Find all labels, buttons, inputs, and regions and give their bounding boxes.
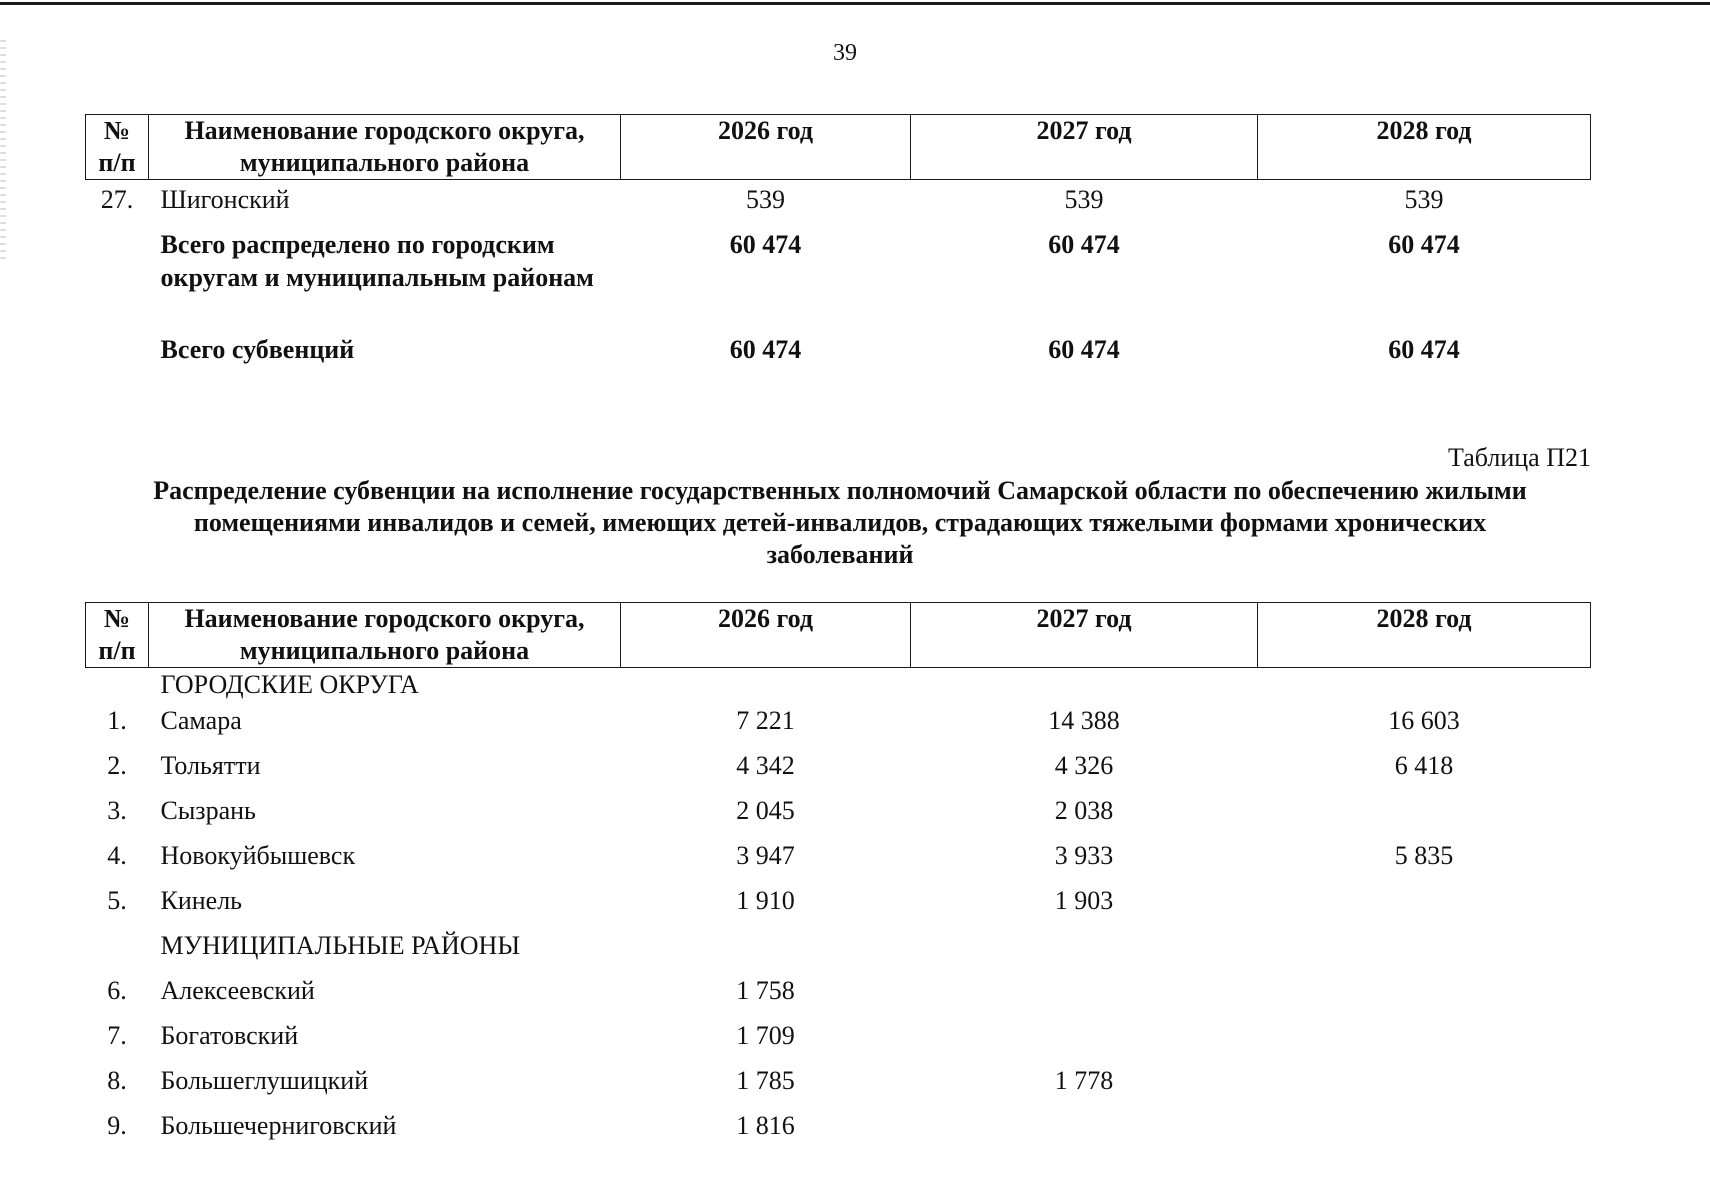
row-value-2027 bbox=[911, 971, 1258, 1016]
table-title: Распределение субвенции на исполнение государственных полномочий Самарской области по обеспечению жилыми помещениями инвалидов и семей, имеющих детей-инвалидов, страдающих тяжелыми формами хронических заболеваний bbox=[153, 476, 1527, 569]
table-header-row bbox=[86, 603, 1591, 668]
row-name: Богатовский bbox=[160, 1021, 299, 1050]
row-name: Самара bbox=[160, 706, 242, 735]
table-row bbox=[86, 791, 1591, 836]
total-distributed-2028: 60 474 bbox=[1388, 230, 1460, 259]
row-name: Кинель bbox=[160, 886, 243, 915]
header-2028: 2028 год bbox=[1258, 603, 1591, 668]
scan-edge-artifact bbox=[0, 40, 6, 260]
row-value-2028: 16 603 bbox=[1388, 706, 1460, 735]
row-num: 8. bbox=[107, 1066, 127, 1095]
table-row bbox=[86, 746, 1591, 791]
table-header-row bbox=[86, 115, 1591, 180]
header-num: № п/п bbox=[86, 115, 149, 180]
row-value-2026: 7 221 bbox=[736, 706, 795, 735]
row-value-2028 bbox=[1258, 1106, 1591, 1151]
header-2026: 2026 год bbox=[621, 115, 911, 180]
header-2027: 2027 год bbox=[911, 115, 1258, 180]
row-value-2028: 539 bbox=[1404, 185, 1444, 214]
row-value-2028 bbox=[1258, 1016, 1591, 1061]
row-num: 27. bbox=[100, 185, 134, 214]
total-2028: 60 474 bbox=[1388, 335, 1460, 364]
row-name: Большеглушицкий bbox=[160, 1066, 369, 1095]
row-value-2026: 1 758 bbox=[736, 976, 795, 1005]
table-row bbox=[86, 180, 1591, 226]
table-row bbox=[86, 1061, 1591, 1106]
row-name: Алексеевский bbox=[160, 976, 315, 1005]
row-value-2027: 539 bbox=[1064, 185, 1104, 214]
header-name: Наименование городского округа, муниципального района bbox=[149, 603, 621, 668]
row-value-2027: 3 933 bbox=[1054, 841, 1114, 870]
row-value-2026: 3 947 bbox=[736, 841, 795, 870]
row-value-2027: 4 326 bbox=[1054, 751, 1114, 780]
row-value-2026: 1 709 bbox=[736, 1021, 795, 1050]
row-num: 1. bbox=[107, 706, 127, 735]
row-value-2026: 1 816 bbox=[736, 1111, 795, 1140]
row-name: Тольятти bbox=[160, 751, 261, 780]
header-2027: 2027 год bbox=[911, 603, 1258, 668]
row-value-2028 bbox=[1258, 791, 1591, 836]
row-value-2026: 1 785 bbox=[736, 1066, 795, 1095]
total-row bbox=[86, 330, 1591, 375]
row-value-2027: 1 778 bbox=[1054, 1066, 1114, 1095]
row-num: 2. bbox=[107, 751, 127, 780]
row-value-2026: 2 045 bbox=[736, 796, 795, 825]
table-row bbox=[86, 701, 1591, 746]
top-border-line bbox=[0, 2, 1710, 5]
row-value-2026: 539 bbox=[746, 185, 785, 214]
row-value-2027 bbox=[911, 1106, 1258, 1151]
header-2028: 2028 год bbox=[1258, 115, 1591, 180]
table-row bbox=[86, 836, 1591, 881]
row-num: 3. bbox=[107, 796, 127, 825]
table-row bbox=[86, 881, 1591, 926]
row-value-2027: 1 903 bbox=[1054, 886, 1114, 915]
total-distributed-row bbox=[86, 225, 1591, 330]
table-subvention-continuation bbox=[85, 114, 1591, 375]
table-row bbox=[86, 1016, 1591, 1061]
row-num: 7. bbox=[107, 1021, 127, 1050]
total-label: Всего субвенций bbox=[160, 335, 355, 364]
header-name: Наименование городского округа, муниципального района bbox=[149, 115, 621, 180]
row-num: 5. bbox=[107, 886, 127, 915]
row-num: 4. bbox=[107, 841, 127, 870]
row-value-2028: 5 835 bbox=[1394, 841, 1454, 870]
row-value-2026: 1 910 bbox=[736, 886, 795, 915]
row-value-2028 bbox=[1258, 1061, 1591, 1106]
table-row bbox=[86, 971, 1591, 1016]
total-2027: 60 474 bbox=[1048, 335, 1120, 364]
table-row bbox=[86, 1106, 1591, 1151]
table-label: Таблица П21 bbox=[1448, 443, 1591, 472]
row-value-2028 bbox=[1258, 881, 1591, 926]
section-row bbox=[86, 668, 1591, 702]
row-value-2027: 14 388 bbox=[1048, 706, 1120, 735]
header-num: № п/п bbox=[86, 603, 149, 668]
section-municipal-districts: МУНИЦИПАЛЬНЫЕ РАЙОНЫ bbox=[160, 931, 520, 960]
section-row bbox=[86, 926, 1591, 971]
total-distributed-label: Всего распределено по городским округам и муниципальным районам bbox=[160, 230, 594, 292]
total-2026: 60 474 bbox=[729, 335, 802, 364]
total-distributed-2026: 60 474 bbox=[729, 230, 802, 259]
row-name: Новокуйбышевск bbox=[160, 841, 356, 870]
row-name: Большечерниговский bbox=[160, 1111, 397, 1140]
row-name: Сызрань bbox=[160, 796, 256, 825]
page-number: 39 bbox=[833, 40, 857, 66]
row-value-2027: 2 038 bbox=[1054, 796, 1114, 825]
row-value-2028: 6 418 bbox=[1394, 751, 1454, 780]
row-name: Шигонский bbox=[160, 185, 290, 214]
row-num: 6. bbox=[107, 976, 127, 1005]
row-value-2026: 4 342 bbox=[736, 751, 795, 780]
row-value-2028 bbox=[1258, 971, 1591, 1016]
header-2026: 2026 год bbox=[621, 603, 911, 668]
row-num: 9. bbox=[107, 1111, 127, 1140]
row-value-2027 bbox=[911, 1016, 1258, 1061]
table-p21 bbox=[85, 602, 1591, 1151]
total-distributed-2027: 60 474 bbox=[1048, 230, 1120, 259]
section-urban-districts: ГОРОДСКИЕ ОКРУГА bbox=[160, 670, 419, 699]
